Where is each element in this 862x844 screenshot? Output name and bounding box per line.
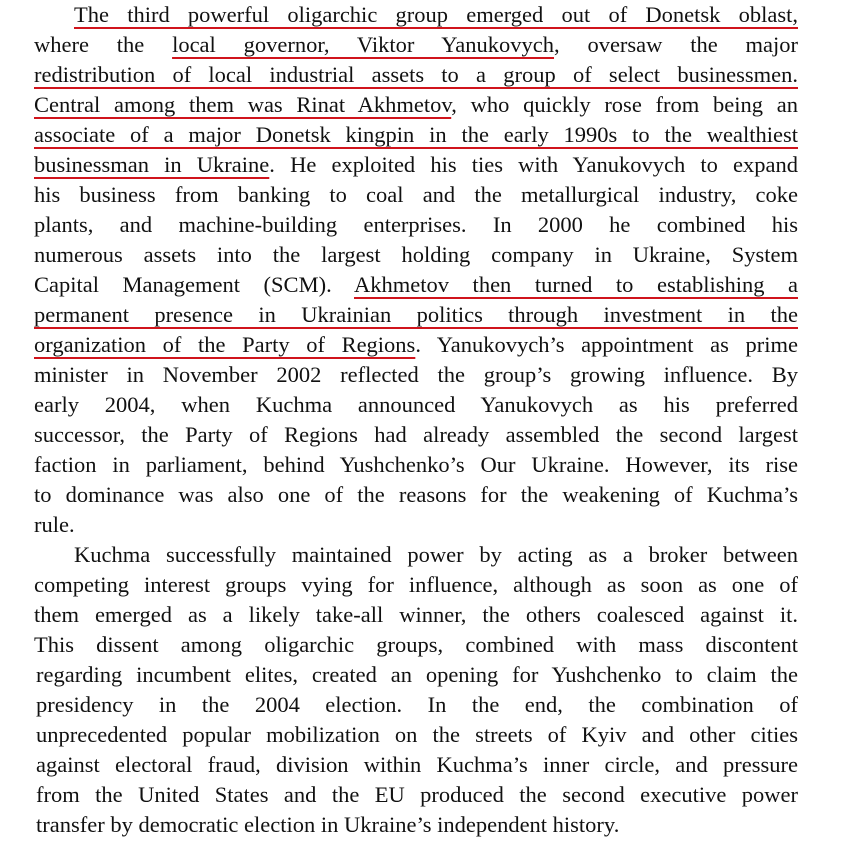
highlight-akhmetov-politics[interactable]: Akhmetov then turned to establishing a <box>354 272 798 297</box>
p1-line-14: early 2004, when Kuchma announced Yanukovych as his preferred <box>34 392 798 417</box>
p2-line-1: Kuchma successfully maintained power by acting as a broker between <box>74 542 798 567</box>
p2-line-5: regarding incumbent elites, created an opening for Yushchenko to claim the <box>36 662 798 687</box>
p1-line-2: where the local governor, Viktor Yanukovych, oversaw the major <box>34 32 798 57</box>
p1-line-8: plants, and machine-building enterprises. In 2000 he combined his <box>34 212 798 237</box>
p1-line-5 <box>34 120 798 150</box>
highlight-party-of-regions[interactable]: organization of the Party of Regions <box>34 332 416 357</box>
highlight-oligarchic-group[interactable]: The third powerful oligarchic group emerged out of Donetsk oblast, <box>74 2 798 27</box>
p1-line-6: businessman in Ukraine. He exploited his ties with Yanukovych to expand <box>34 152 798 177</box>
highlight-local-governor[interactable]: local governor, Viktor Yanukovych <box>172 32 555 57</box>
p1-line-13: minister in November 2002 reflected the group’s growing influence. By <box>34 362 798 387</box>
p1-line-11 <box>34 300 798 330</box>
p1-line-16: faction in parliament, behind Yushchenko’s Our Ukraine. However, its rise <box>34 452 798 477</box>
highlight-redistribution[interactable]: redistribution of local industrial assets to a group of select businessmen. <box>34 62 798 87</box>
p2-line-6: presidency in the 2004 election. In the end, the combination of <box>36 692 798 717</box>
p2-line-4: This dissent among oligarchic groups, combined with mass discontent <box>34 632 798 657</box>
highlight-kingpin[interactable]: associate of a major Donetsk kingpin in the early 1990s to the wealthiest <box>34 122 798 147</box>
p2-line-10: transfer by democratic election in Ukraine’s independent history. <box>36 812 620 837</box>
p1-line-18: rule. <box>34 512 75 537</box>
p1-line-17: to dominance was also one of the reasons for the weakening of Kuchma’s <box>34 482 798 507</box>
highlight-wealthiest[interactable]: businessman in Ukraine <box>34 152 270 177</box>
p1-line-15: successor, the Party of Regions had already assembled the second largest <box>34 422 798 447</box>
p2-line-7: unprecedented popular mobilization on the streets of Kyiv and other cities <box>36 722 798 747</box>
p1-line-1 <box>34 0 798 30</box>
p1-line-10: Capital Management (SCM). Akhmetov then turned to establishing a <box>34 272 798 297</box>
p1-line-9: numerous assets into the largest holding company in Ukraine, System <box>34 242 798 267</box>
highlight-rinat-akhmetov[interactable]: Central among them was Rinat Akhmetov <box>34 92 452 117</box>
p2-line-2: competing interest groups vying for influence, although as soon as one of <box>34 572 798 597</box>
p1-line-4: Central among them was Rinat Akhmetov, who quickly rose from being an <box>34 92 799 117</box>
p1-line-7: his business from banking to coal and the metallurgical industry, coke <box>34 182 798 207</box>
paragraph-2 <box>34 540 798 840</box>
highlight-permanent-presence[interactable]: permanent presence in Ukrainian politics through investment in the <box>34 302 798 327</box>
p1-line-3 <box>34 60 798 90</box>
p1-line-12: organization of the Party of Regions. Yanukovych’s appointment as prime <box>34 332 798 357</box>
p2-line-9: from the United States and the EU produced the second executive power <box>36 782 798 807</box>
p2-line-3: them emerged as a likely take-all winner, the others coalesced against it. <box>34 602 798 627</box>
paragraph-1 <box>34 0 798 540</box>
p2-line-8: against electoral fraud, division within Kuchma’s inner circle, and pressure <box>36 752 798 777</box>
